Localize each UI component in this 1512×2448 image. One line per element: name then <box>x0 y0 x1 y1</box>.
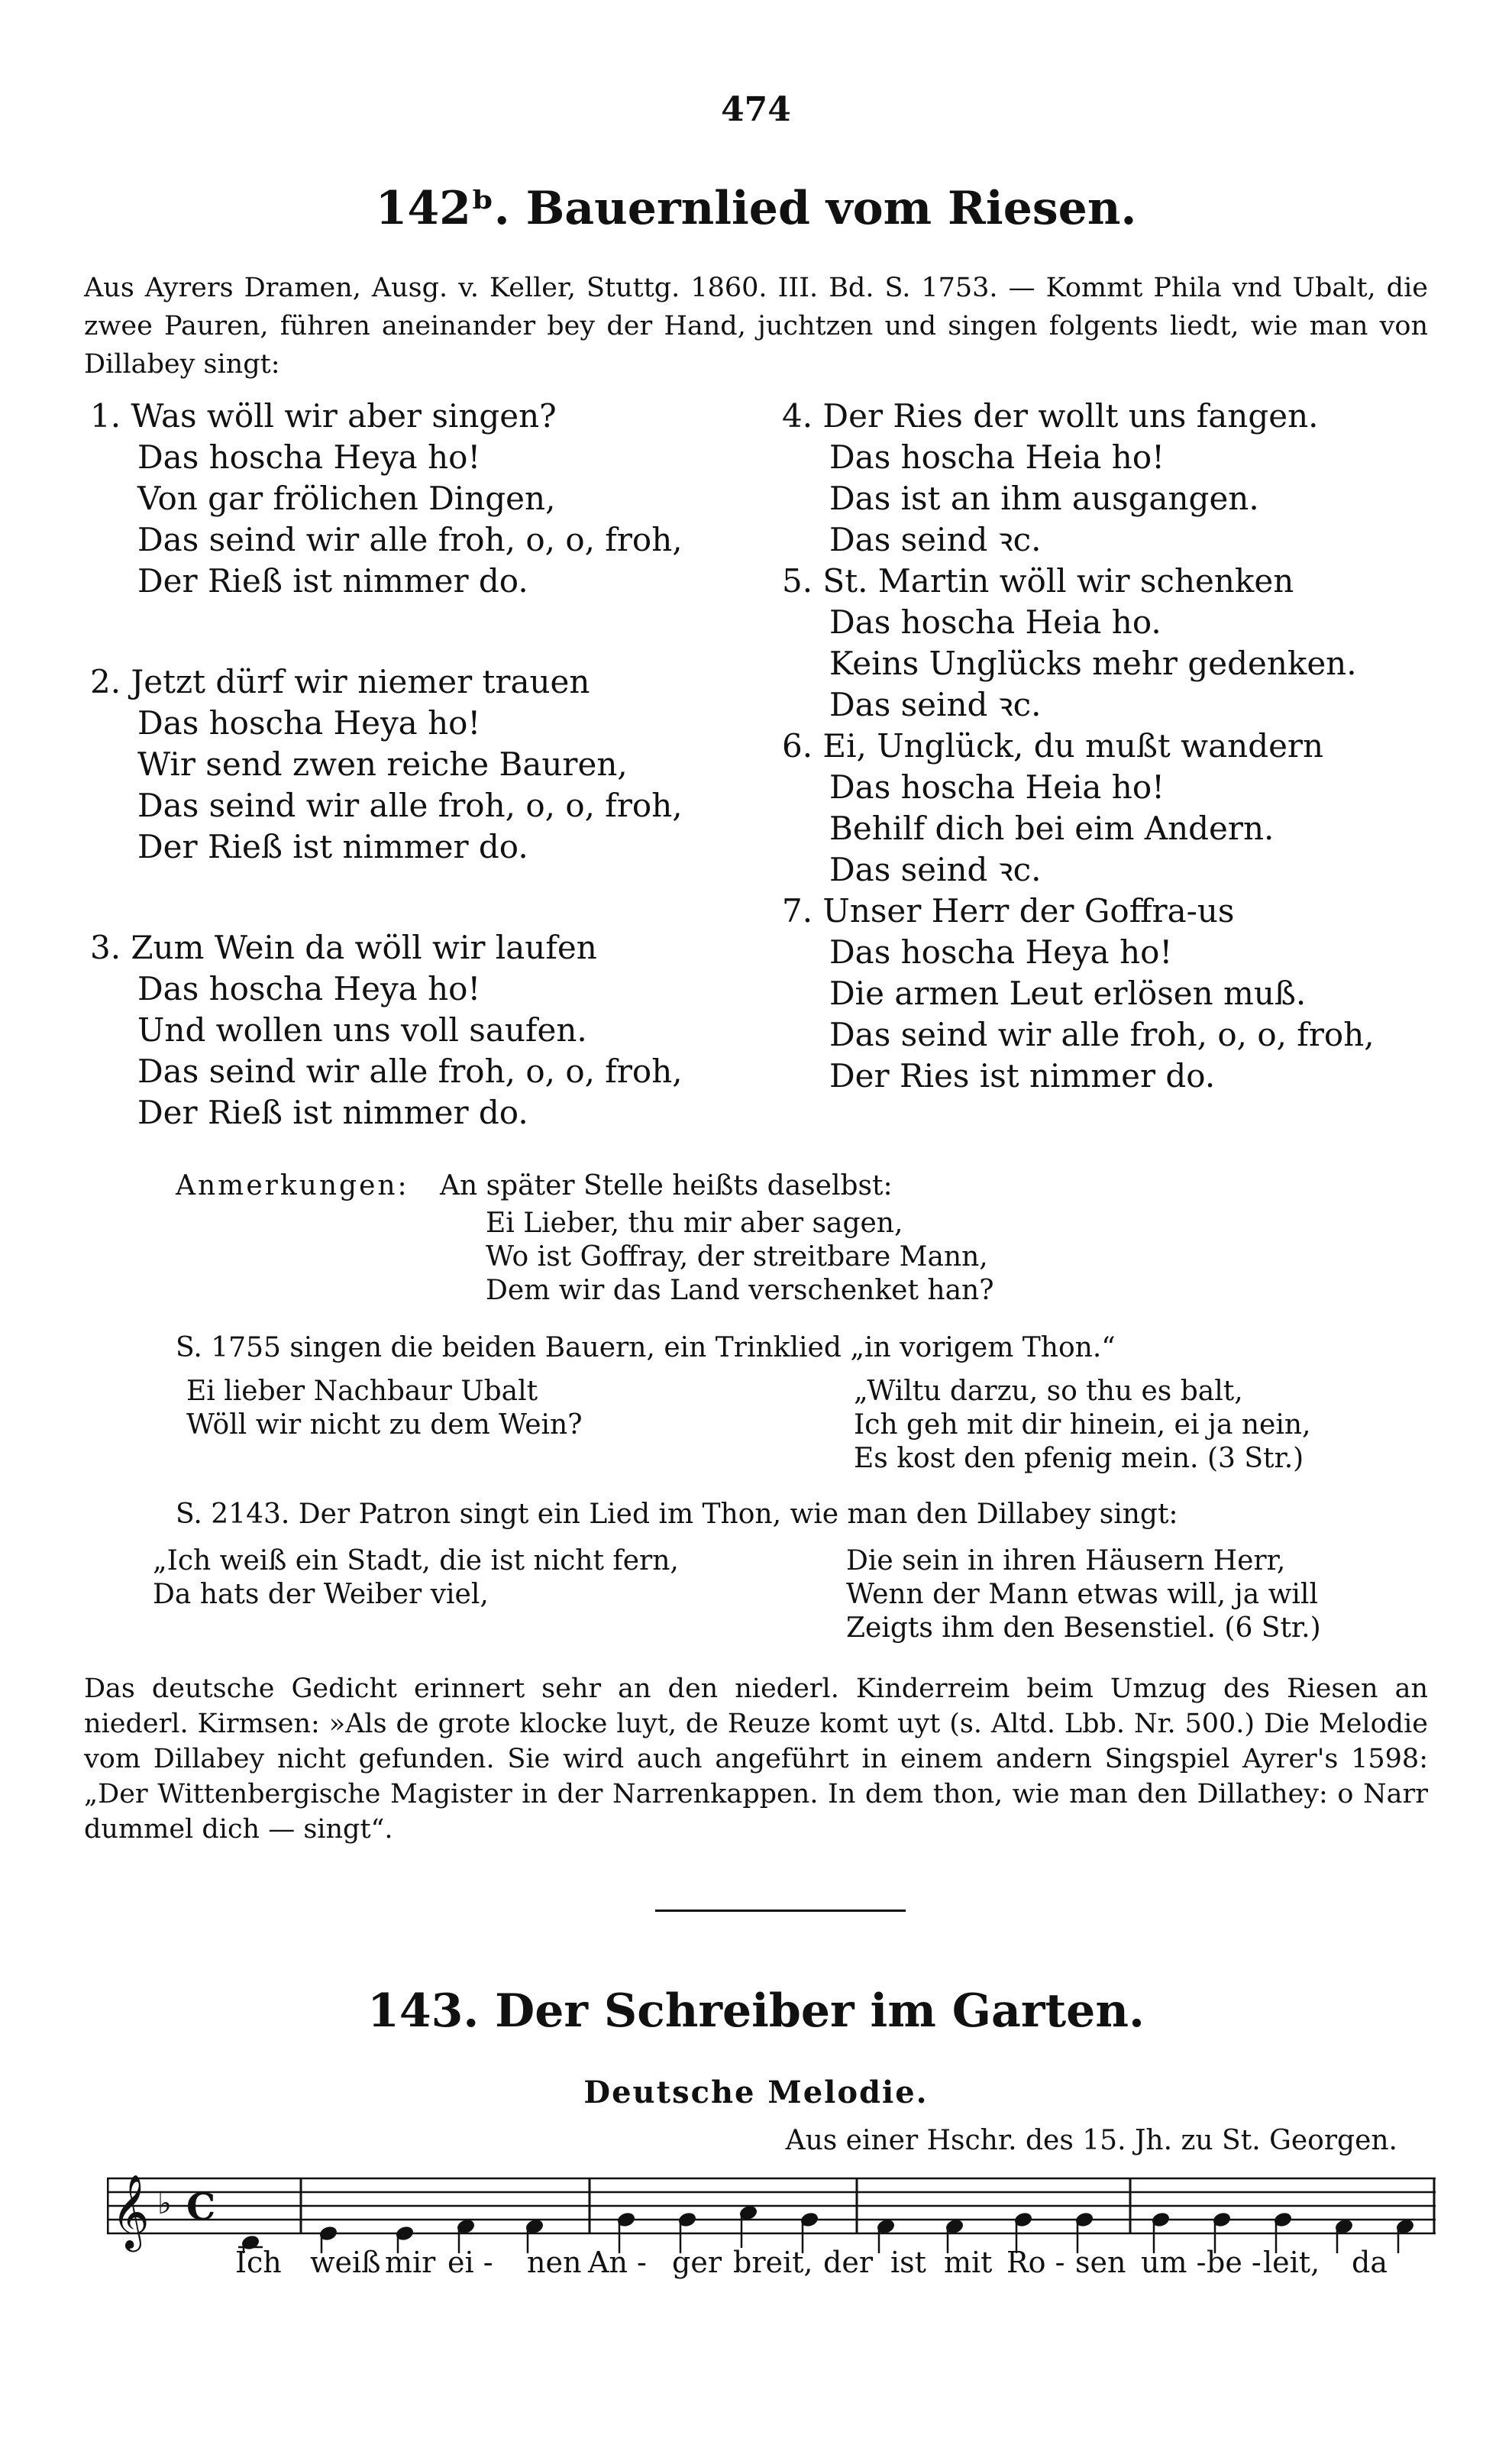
note-s2143-right <box>846 1544 1321 1645</box>
stanza-line: 2. Jetzt dürf wir niemer trauen <box>90 663 590 700</box>
stanza-line: Das hoscha Heia ho. <box>829 603 1161 641</box>
lyric-syllable: da <box>1352 2246 1388 2279</box>
section-divider <box>655 1910 906 1912</box>
stanza-line: Das hoscha Heya ho! <box>137 970 481 1007</box>
stanza-line: Das seind wir alle froh, o, o, froh, <box>829 1016 1375 1053</box>
lyric-syllable: weiß <box>310 2246 381 2279</box>
stanza-line: Das hoscha Heya ho! <box>137 704 481 742</box>
stanza-line: 7. Unser Herr der Goffra-us <box>782 892 1235 930</box>
stanza-line: Das hoscha Heya ho! <box>829 933 1173 971</box>
stanza-line: Von gar frölichen Dingen, <box>137 480 556 517</box>
stanza-line: 5. St. Martin wöll wir schenken <box>782 562 1294 600</box>
stanza-2 <box>90 661 683 868</box>
notes-label: Anmerkungen: <box>176 1170 409 1201</box>
quote-line: Es kost den pfenig mein. (3 Str.) <box>854 1443 1304 1474</box>
stanza-3 <box>90 927 683 1133</box>
song-source-142b: Aus Ayrers Dramen, Ausg. v. Keller, Stuttg. 1860. III. Bd. S. 1753. — Kommt Phila vnd Ubalt, die zwee Pauren, führen aneinander bey der Hand, juchtzen und singen folgents liedt, wie man von Dillabey singt: <box>84 273 1428 380</box>
stanza-1 <box>90 396 683 602</box>
quote-line: Wöll wir nicht zu dem Wein? <box>186 1409 583 1441</box>
quote-line: Dem wir das Land verschenket han? <box>486 1275 994 1306</box>
lyric-syllable: ist <box>890 2246 926 2279</box>
stanza-line: Das seind wir alle froh, o, o, froh, <box>137 1053 683 1090</box>
quote-line: „Wiltu darzu, so thu es balt, <box>854 1376 1243 1407</box>
stanza-line: 1. Was wöll wir aber singen? <box>90 397 557 435</box>
quote-line: „Ich weiß ein Stadt, die ist nicht fern, <box>153 1545 679 1576</box>
stanza-line: Das seind ꝛc. <box>829 851 1042 888</box>
stanza-line: Das seind ꝛc. <box>829 521 1042 558</box>
stanza-line: Das hoscha Heya ho! <box>137 438 481 476</box>
lyric-syllable: be - <box>1207 2246 1262 2279</box>
stanza-line: Wir send zwen reiche Bauren, <box>137 745 628 783</box>
stanza-line: 4. Der Ries der wollt uns fangen. <box>782 397 1319 435</box>
lyric-syllable: der <box>823 2246 873 2279</box>
stanza-line: Keins Unglücks mehr gedenken. <box>829 645 1357 682</box>
staff-lines <box>107 2178 1436 2233</box>
stanza-line: Das hoscha Heia ho! <box>829 768 1165 806</box>
note-s2143-left <box>153 1544 679 1612</box>
lyric-syllable: ger <box>672 2246 722 2279</box>
stanza-line: Und wollen uns voll saufen. <box>137 1011 587 1049</box>
quote-line: Zeigts ihm den Besenstiel. (6 Str.) <box>846 1612 1321 1644</box>
page-number: 474 <box>721 90 791 129</box>
stanza-line: Behilf dich bei eim Andern. <box>829 810 1275 847</box>
flat-sign-icon: ♭ <box>157 2186 172 2221</box>
stanzas-right <box>782 396 1375 1097</box>
quote-line: Ei Lieber, thu mir aber sagen, <box>486 1208 903 1239</box>
commentary-paragraph: Das deutsche Gedicht erinnert sehr an den niederl. Kinderreim beim Umzug des Riesen an niederl. Kirmsen: »Als de grote klocke luyt, de Reuze komt uyt (s. Altd. Lbb. Nr. 500.) Die Melodie vom Dillabey nicht gefunden. Sie wird auch angeführt in einem andern Singspiel Ayrer's 1598: „Der Wittenbergische Magister in der Narrenkappen. In dem thon, wie man den Dillathey: o Narr dummel dich — singt“. <box>84 1674 1428 1845</box>
stanza-line: Das hoscha Heia ho! <box>829 438 1165 476</box>
stanza-line: Das seind wir alle froh, o, o, froh, <box>137 521 683 558</box>
music-staff <box>107 2163 1436 2255</box>
lyric-syllable: ei - <box>447 2246 493 2279</box>
lyric-syllable: nen <box>527 2246 582 2279</box>
quote-line: Wenn der Mann etwas will, ja will <box>846 1579 1318 1610</box>
song-title-142b: 142ᵇ. Bauernlied vom Riesen. <box>375 182 1137 235</box>
notes-quote <box>486 1207 994 1308</box>
quote-line: Die sein in ihren Häusern Herr, <box>846 1545 1286 1576</box>
stanza-line: Das seind ꝛc. <box>829 686 1042 723</box>
lyric-syllable: mit <box>944 2246 993 2279</box>
lyric-syllable: Ich <box>235 2246 282 2279</box>
lyric-syllable: sen <box>1075 2246 1126 2279</box>
stanza-line: Das ist an ihm ausgangen. <box>829 480 1259 517</box>
common-time-icon: C <box>186 2186 216 2229</box>
lyric-syllable: Ro - <box>1006 2246 1065 2279</box>
stanza-line: Der Rieß ist nimmer do. <box>137 828 528 865</box>
stanza-line: Der Rieß ist nimmer do. <box>137 562 528 600</box>
stanza-line: Die armen Leut erlösen muß. <box>829 975 1307 1012</box>
stanza-line: Der Rieß ist nimmer do. <box>137 1094 528 1131</box>
music-source: Aus einer Hschr. des 15. Jh. zu St. Georgen. <box>785 2125 1397 2156</box>
lyric-syllable: um - <box>1141 2246 1207 2279</box>
stanza-line: Das seind wir alle froh, o, o, froh, <box>137 787 683 824</box>
lyric-syllable: An - <box>588 2246 647 2279</box>
note-s2143: S. 2143. Der Patron singt ein Lied im Thon, wie man den Dillabey singt: <box>176 1499 1178 1530</box>
stanza-line: 3. Zum Wein da wöll wir laufen <box>90 929 597 966</box>
note-s1755-left <box>186 1375 583 1442</box>
notes-intro: An später Stelle heißts daselbst: <box>440 1170 893 1201</box>
stanza-line: 6. Ei, Unglück, du mußt wandern <box>782 727 1324 765</box>
quote-line: Da hats der Weiber viel, <box>153 1579 489 1610</box>
song-title-143: 143. Der Schreiber im Garten. <box>367 1984 1145 2038</box>
quote-line: Ei lieber Nachbaur Ubalt <box>186 1376 538 1407</box>
note-s1755-right <box>854 1375 1311 1476</box>
quote-line: Ich geh mit dir hinein, ei ja nein, <box>854 1409 1311 1441</box>
treble-clef-icon: 𝄞 <box>111 2174 150 2249</box>
lyric-syllable: leit, <box>1263 2246 1320 2279</box>
lyric-syllable: breit, <box>733 2246 813 2279</box>
lyric-syllable: mir <box>385 2246 436 2279</box>
song-subtitle-143: Deutsche Melodie. <box>583 2074 929 2110</box>
quote-line: Wo ist Goffray, der streitbare Mann, <box>486 1241 988 1273</box>
note-s1755: S. 1755 singen die beiden Bauern, ein Trinklied „in vorigem Thon.“ <box>176 1332 1116 1363</box>
stanza-line: Der Ries ist nimmer do. <box>829 1057 1216 1095</box>
